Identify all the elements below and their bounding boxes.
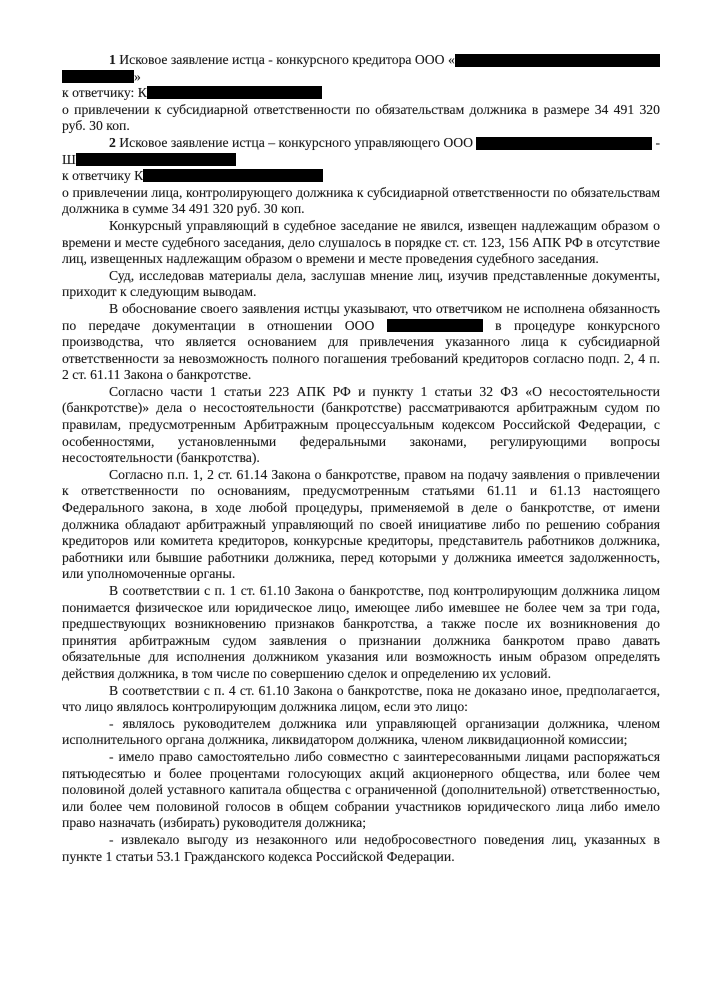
claim-1-subject xyxy=(62,101,664,135)
text-segment: - xyxy=(652,134,660,150)
para-61-10-p4 xyxy=(62,682,664,716)
para-list-shares xyxy=(62,748,664,832)
redaction-bar xyxy=(62,70,134,83)
claim-2-line-2 xyxy=(62,152,660,169)
document-body xyxy=(62,52,664,865)
redaction-bar xyxy=(476,137,652,150)
claim-2-subject xyxy=(62,184,664,218)
claim-1-line-1 xyxy=(62,52,660,69)
claim-1-defendant xyxy=(62,85,660,102)
redaction-bar xyxy=(387,319,483,332)
text-segment: к ответчику К xyxy=(62,168,144,184)
text-segment: о привлечении лица, контролирующего должника к субсидиарной ответственности по обязательствам должника в сумме 34 491 320 руб. 30 коп. xyxy=(62,184,664,217)
claim-2-defendant xyxy=(62,168,660,185)
text-segment: 2 xyxy=(109,134,116,150)
text-segment: о привлечении к субсидиарной ответственности по обязательствам должника в размере 34 491 320 руб. 30 коп. xyxy=(62,101,664,134)
text-segment: Исковое заявление истца – конкурсного управляющего ООО xyxy=(115,134,477,150)
para-court-review xyxy=(62,267,664,301)
redaction-bar xyxy=(143,169,323,182)
text-segment: Конкурсный управляющий в судебное заседание не явился, извещен надлежащим образом о времени и месте судебного заседания, дело слушалось в порядке ст. ст. 123, 156 АПК РФ в отсутствие лиц, извещенных надлежащим образом о времени и месте проведения судебного заседания. xyxy=(62,217,664,267)
text-segment: В соответствии с п. 1 ст. 61.10 Закона о банкротстве, под контролирующим должника лицом понимается физическое или юридическое лицо, имеющее либо имевшее не более чем за три года, предшествующих возникновению признаков банкротства, а также после их возникновения до принятия арбитражным судом заявления о признании должника банкротом право давать обязательные для исполнения должником указания или возможность иным образом определять действия должника, в том числе по совершению сделок и определению их условий. xyxy=(62,583,664,681)
text-segment: Суд, исследовав материалы дела, заслушав мнение лиц, изучив представленные документы, приходит к следующим выводам. xyxy=(62,267,664,300)
para-list-benefit xyxy=(62,831,664,865)
text-segment: Исковое заявление истца - конкурсного кредитора ООО « xyxy=(115,52,455,67)
claim-2-line-1 xyxy=(62,135,660,152)
text-segment: в процедуре конкурсного производства, что является основанием для привлечения указанного лица к субсидиарной ответственности за невозможность полного погашения требований кредиторов согласно подп. 2, 4 п. 2 ст. 61.11 Закона о банкротстве. xyxy=(62,317,664,383)
text-segment: В обоснование своего заявления истцы указывают, что ответчиком не исполнена обязанность по передаче документации в отношении ООО xyxy=(62,300,664,333)
para-grounds xyxy=(62,300,664,384)
para-list-director xyxy=(62,715,664,749)
redaction-bar xyxy=(147,86,322,99)
text-segment: 1 xyxy=(109,52,116,67)
claim-1-line-2 xyxy=(62,69,660,86)
text-segment: Ш xyxy=(62,151,76,167)
text-segment: к ответчику: К xyxy=(62,85,147,101)
para-apc-223 xyxy=(62,383,664,467)
para-61-10-p1 xyxy=(62,583,664,683)
text-segment: В соответствии с п. 4 ст. 61.10 Закона о банкротстве, пока не доказано иное, предполагается, что лицо являлось контролирующим должника лицом, если это лицо: xyxy=(62,682,664,715)
text-segment: - извлекало выгоду из незаконного или недобросовестного поведения лиц, указанных в пункте 1 статьи 53.1 Гражданского кодекса Российской Федерации. xyxy=(62,831,664,864)
text-segment: - являлось руководителем должника или управляющей организации должника, членом исполнительного органа должника, ликвидатором должника, членом ликвидационной комиссии; xyxy=(62,715,664,748)
text-segment: - имело право самостоятельно либо совместно с заинтересованными лицами распоряжаться пятьюдесятью и более процентами голосующих акций акционерного общества, или более чем половиной долей уставного капитала общества с ограниченной (дополнительной) ответственностью, или более чем половиной голосов в общем собрании участников юридического лица либо имело право назначать (избирать) руководителя должника; xyxy=(62,748,664,831)
para-61-14 xyxy=(62,466,664,583)
redaction-bar xyxy=(76,153,236,166)
text-segment: Согласно части 1 статьи 223 АПК РФ и пункту 1 статьи 32 ФЗ «О несостоятельности (банкротстве)» дела о несостоятельности (банкротстве) рассматриваются арбитражным судом по правилам, предусмотренным Арбитражным процессуальным кодексом Российской Федерации, с особенностями, установленными федеральными законами, регулирующими вопросы несостоятельности (банкротства). xyxy=(62,383,664,466)
text-segment: Согласно п.п. 1, 2 ст. 61.14 Закона о банкротстве, правом на подачу заявления о привлечении к ответственности по основаниям, предусмотренным статьями 61.11 и 61.13 настоящего Федерального закона, в ходе любой процедуры, применяемой в деле о банкротстве, от имени должника обладают арбитражный управляющий по своей инициативе либо по решению собрания кредиторов или комитета кредиторов, конкурсные кредиторы, представитель работников должника, работники или бывшие работники должника, перед которыми у должника имеется задолженность, или уполномоченные органы. xyxy=(62,466,664,582)
para-manager-absence xyxy=(62,217,664,268)
text-segment: » xyxy=(134,68,141,84)
redaction-bar xyxy=(455,54,660,67)
